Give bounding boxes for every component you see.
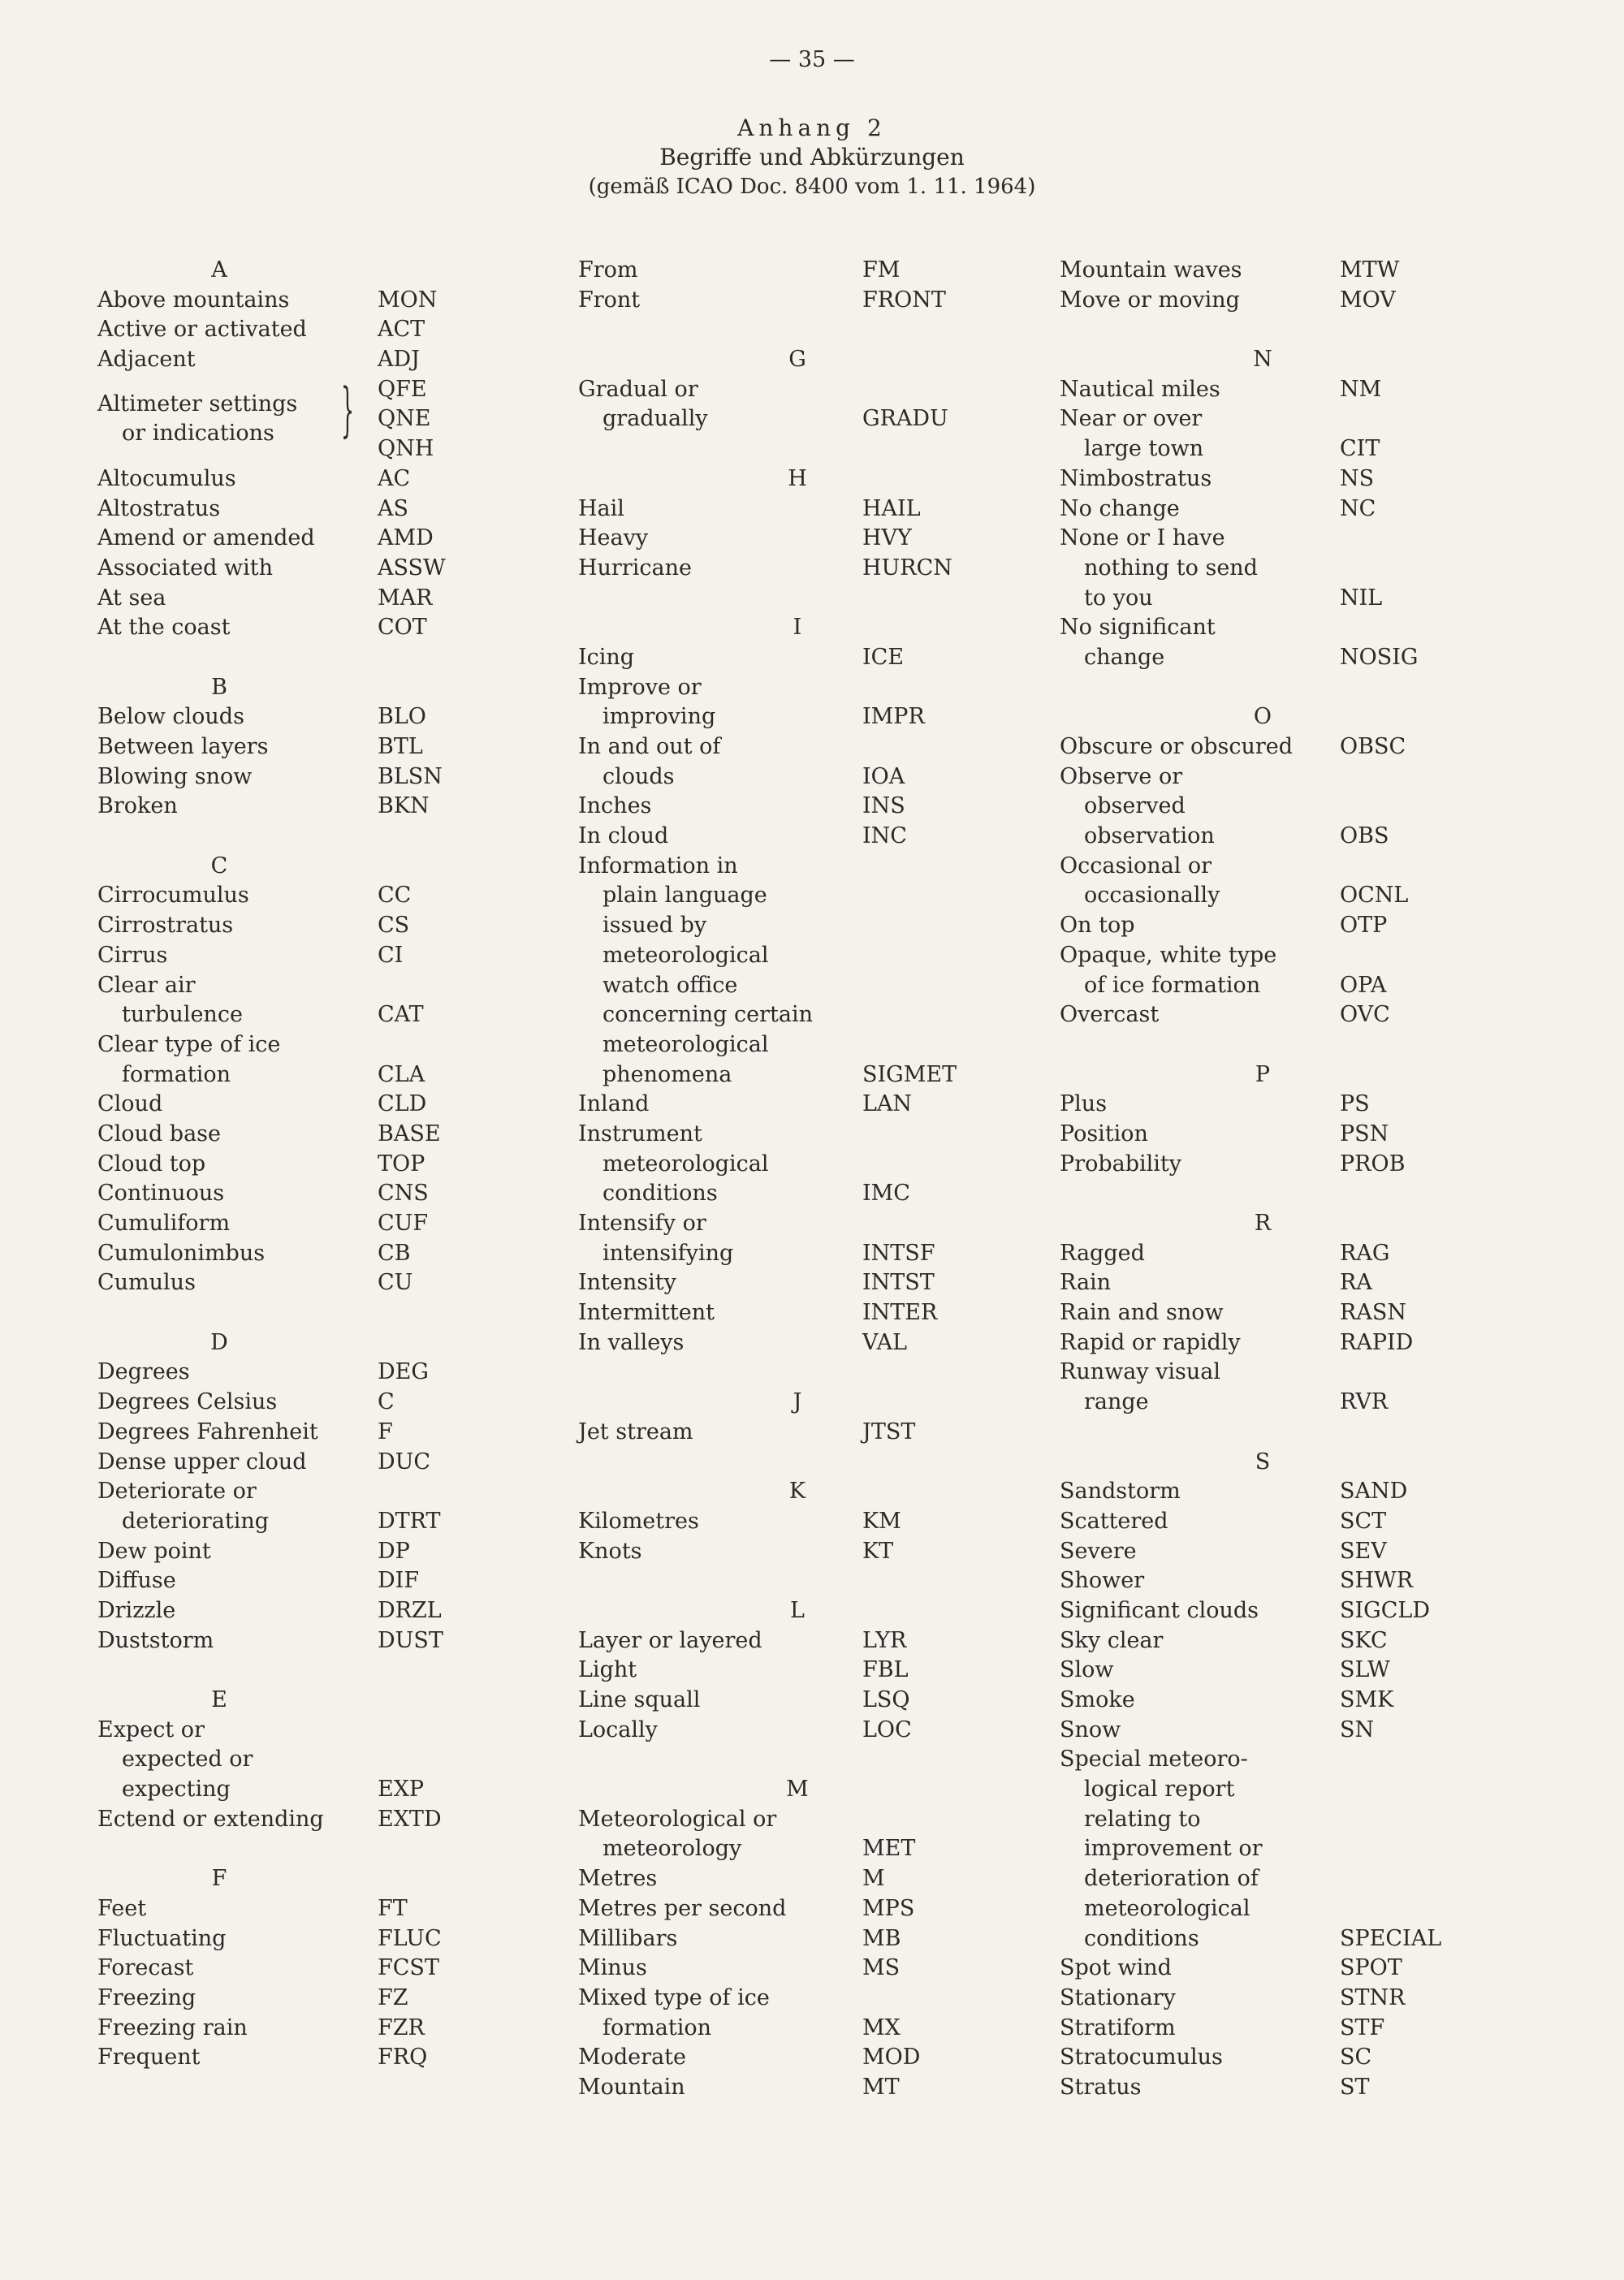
entry-term: improvement or [1084, 1836, 1263, 1862]
entry-abbreviation: DUC [378, 1449, 431, 1475]
entry-abbreviation: OPA [1340, 972, 1387, 998]
entry-term: Cloud top [97, 1151, 206, 1177]
entry-term: Plus [1060, 1091, 1108, 1117]
entry-abbreviation: AC [378, 465, 411, 491]
entry-term: meteorological [603, 1031, 769, 1057]
entry-abbreviation: CLA [378, 1061, 425, 1087]
entry-term: conditions [603, 1181, 718, 1207]
entry-term: turbulence [122, 1002, 243, 1028]
entry-abbreviation: SIGCLD [1340, 1597, 1430, 1623]
entry-term: Drizzle [97, 1597, 176, 1623]
entry-term: Cumulus [97, 1270, 196, 1296]
entry-abbreviation: BASE [378, 1121, 441, 1146]
entry-term: Millibars [578, 1925, 678, 1951]
entry-term: Information in [578, 853, 738, 879]
entry-abbreviation: OVC [1340, 1002, 1390, 1028]
entry-term: Nautical miles [1060, 376, 1220, 402]
entry-abbreviation: QNE [378, 406, 431, 432]
heading-subtitle: Begriffe und Abkürzungen [659, 144, 965, 171]
entry-abbreviation: INTSF [862, 1240, 935, 1266]
entry-abbreviation: STNR [1340, 1984, 1406, 2010]
entry-term: From [578, 257, 638, 283]
entry-term: Jet stream [578, 1419, 693, 1444]
entry-term: Associated with [97, 555, 273, 581]
entry-abbreviation: SLW [1340, 1657, 1390, 1683]
entry-abbreviation: RAPID [1340, 1329, 1414, 1355]
entry-term: Rain and snow [1060, 1300, 1224, 1326]
entry-abbreviation: ICE [862, 644, 905, 670]
entry-abbreviation: NIL [1340, 585, 1383, 611]
entry-abbreviation: DTRT [378, 1508, 441, 1534]
entry-term: logical report [1084, 1777, 1235, 1803]
entry-abbreviation: BLSN [378, 763, 443, 789]
entry-abbreviation: AS [378, 495, 408, 521]
entry-term: Gradual or [578, 376, 698, 402]
entry-term: Opaque, white type [1060, 942, 1277, 968]
entry-term: clouds [603, 763, 675, 789]
section-letter: S [1255, 1449, 1271, 1475]
entry-term: Frequent [97, 2045, 201, 2071]
entry-term: On top [1060, 913, 1135, 939]
entry-abbreviation: ASSW [378, 555, 446, 581]
entry-abbreviation: FRONT [862, 287, 946, 313]
entry-abbreviation: HAIL [862, 495, 921, 521]
entry-abbreviation: SEV [1340, 1538, 1387, 1564]
entry-term: Move or moving [1060, 287, 1240, 313]
entry-term: nothing to send [1084, 555, 1258, 581]
entry-abbreviation: CNS [378, 1181, 429, 1207]
entry-term: observed [1084, 793, 1186, 819]
entry-term: Cloud base [97, 1121, 222, 1146]
entry-abbreviation: BKN [378, 793, 430, 819]
entry-term: meteorological [1084, 1895, 1250, 1921]
entry-term: plain language [603, 883, 767, 909]
entry-term: Overcast [1060, 1002, 1160, 1028]
entry-term: relating to [1084, 1806, 1201, 1832]
entry-term: Broken [97, 793, 178, 819]
entry-abbreviation: PROB [1340, 1151, 1406, 1177]
entry-abbreviation: QFE [378, 376, 427, 402]
section-letter: O [1253, 704, 1272, 730]
entry-abbreviation: CIT [1340, 436, 1380, 462]
entry-abbreviation: SN [1340, 1716, 1375, 1742]
entry-abbreviation: LSQ [862, 1687, 910, 1712]
entry-abbreviation: SPECIAL [1340, 1925, 1442, 1951]
entry-abbreviation: ADJ [378, 347, 420, 373]
entry-abbreviation: STF [1340, 2014, 1385, 2040]
entry-abbreviation: RVR [1340, 1389, 1389, 1415]
entry-abbreviation: BLO [378, 704, 426, 730]
page-number: — 35 — [769, 47, 855, 72]
section-letter: K [788, 1479, 806, 1505]
entry-term: watch office [603, 972, 738, 998]
entry-term: Freezing [97, 1984, 197, 2010]
entry-term: Cirrostratus [97, 913, 234, 939]
entry-term: Cirrus [97, 942, 168, 968]
section-letter: D [210, 1329, 228, 1355]
entry-term: Ectend or extending [97, 1806, 324, 1832]
entry-abbreviation: ST [1340, 2074, 1370, 2100]
entry-abbreviation: MB [862, 1925, 901, 1951]
entry-term: Scattered [1060, 1508, 1168, 1534]
entry-abbreviation: SKC [1340, 1627, 1388, 1653]
entry-term: range [1084, 1389, 1149, 1415]
entry-abbreviation: INS [862, 793, 905, 819]
entry-term: Near or over [1060, 406, 1203, 432]
entry-term: Dense upper cloud [97, 1449, 307, 1475]
entry-abbreviation: NS [1340, 465, 1375, 491]
entry-term: Runway visual [1060, 1359, 1221, 1385]
section-letter: I [793, 615, 802, 641]
entry-term: Sky clear [1060, 1627, 1164, 1653]
entry-abbreviation: INC [862, 823, 907, 849]
entry-term: Between layers [97, 734, 269, 759]
entry-term: None or I have [1060, 525, 1225, 551]
entry-abbreviation: FRQ [378, 2045, 428, 2071]
entry-abbreviation: MET [862, 1836, 916, 1862]
entry-abbreviation: PSN [1340, 1121, 1389, 1146]
entry-abbreviation: RA [1340, 1270, 1372, 1296]
entry-abbreviation: INTER [862, 1300, 938, 1326]
entry-abbreviation: HURCN [862, 555, 952, 581]
entry-abbreviation: FLUC [378, 1925, 442, 1951]
section-letter: R [1254, 1211, 1272, 1236]
entry-abbreviation: LYR [862, 1627, 907, 1653]
entry-term: to you [1084, 585, 1153, 611]
entry-term: Freezing rain [97, 2014, 248, 2040]
entry-term: concerning certain [603, 1002, 814, 1028]
entry-term: Significant clouds [1060, 1597, 1259, 1623]
section-letter: J [793, 1389, 802, 1415]
entry-abbreviation: CUF [378, 1211, 429, 1236]
entry-term: Ragged [1060, 1240, 1145, 1266]
entry-abbreviation: DEG [378, 1359, 429, 1385]
entry-term: Degrees Celsius [97, 1389, 278, 1415]
entry-term: Above mountains [97, 287, 290, 313]
entry-term: of ice formation [1084, 972, 1261, 998]
entry-abbreviation: DRZL [378, 1597, 442, 1623]
entry-abbreviation: SHWR [1340, 1568, 1414, 1594]
entry-term: No significant [1060, 615, 1216, 641]
entry-term: meteorology [603, 1836, 742, 1862]
entry-abbreviation: NM [1340, 376, 1382, 402]
entry-abbreviation: FM [862, 257, 901, 283]
entry-term: Clear air [97, 972, 196, 998]
entry-term: Instrument [578, 1121, 702, 1146]
entry-term: Locally [578, 1716, 658, 1742]
section-letter: N [1253, 347, 1272, 373]
entry-abbreviation: JTST [862, 1419, 916, 1444]
entry-term: Line squall [578, 1687, 701, 1712]
entry-abbreviation: SMK [1340, 1687, 1394, 1712]
entry-term: Snow [1060, 1716, 1121, 1742]
entry-term: Mountain waves [1060, 257, 1242, 283]
entry-term: Metres per second [578, 1895, 787, 1921]
right-brace: } [341, 374, 355, 443]
entry-term: Spot wind [1060, 1955, 1172, 1981]
entry-abbreviation: SC [1340, 2045, 1372, 2071]
entry-term: deterioration of [1084, 1866, 1259, 1892]
entry-term: Position [1060, 1121, 1148, 1146]
entry-term: gradually [603, 406, 708, 432]
entry-term: observation [1084, 823, 1215, 849]
entry-abbreviation: CS [378, 913, 410, 939]
section-letter: E [211, 1687, 227, 1712]
entry-term: Probability [1060, 1151, 1182, 1177]
entry-abbreviation: MS [862, 1955, 901, 1981]
entry-term: Diffuse [97, 1568, 176, 1594]
entry-abbreviation: CB [378, 1240, 411, 1266]
entry-abbreviation: VAL [862, 1329, 908, 1355]
entry-term: Slow [1060, 1657, 1114, 1683]
entry-term: Stratus [1060, 2074, 1142, 2100]
entry-term: Mountain [578, 2074, 685, 2100]
entry-abbreviation: FCST [378, 1955, 439, 1981]
entry-term: Hurricane [578, 555, 692, 581]
entry-term: Altocumulus [97, 465, 236, 491]
entry-term: meteorological [603, 1151, 769, 1177]
entry-abbreviation: ACT [378, 317, 425, 343]
entry-term: or indications [122, 421, 274, 447]
entry-abbreviation: CI [378, 942, 404, 968]
entry-term: formation [122, 1061, 231, 1087]
entry-term: Nimbostratus [1060, 465, 1212, 491]
entry-term: Metres [578, 1866, 658, 1892]
entry-abbreviation: FZR [378, 2014, 425, 2040]
entry-term: At sea [97, 585, 166, 611]
entry-abbreviation: CU [378, 1270, 413, 1296]
entry-term: Front [578, 287, 641, 313]
entry-abbreviation: CAT [378, 1002, 424, 1028]
entry-term: Intensify or [578, 1211, 706, 1236]
entry-term: Improve or [578, 674, 702, 700]
entry-abbreviation: HVY [862, 525, 912, 551]
entry-term: deteriorating [122, 1508, 270, 1534]
entry-term: Smoke [1060, 1687, 1135, 1712]
entry-abbreviation: QNH [378, 436, 434, 462]
entry-abbreviation: SAND [1340, 1479, 1408, 1505]
section-letter: M [786, 1777, 809, 1803]
entry-term: Dew point [97, 1538, 211, 1564]
entry-abbreviation: KM [862, 1508, 901, 1534]
entry-abbreviation: CLD [378, 1091, 427, 1117]
entry-abbreviation: GRADU [862, 406, 948, 432]
entry-abbreviation: INTST [862, 1270, 935, 1296]
entry-term: Altimeter settings [97, 391, 298, 417]
section-letter: L [790, 1597, 805, 1623]
entry-term: Blowing snow [97, 763, 253, 789]
entry-abbreviation: MOV [1340, 287, 1396, 313]
entry-abbreviation: AMD [378, 525, 434, 551]
entry-term: Clear type of ice [97, 1031, 281, 1057]
entry-term: Intensity [578, 1270, 676, 1296]
entry-abbreviation: OTP [1340, 913, 1388, 939]
entry-abbreviation: EXTD [378, 1806, 442, 1832]
entry-term: Cumulonimbus [97, 1240, 266, 1266]
entry-term: Kilometres [578, 1508, 699, 1534]
entry-term: occasionally [1084, 883, 1220, 909]
entry-term: Forecast [97, 1955, 194, 1981]
entry-term: In valleys [578, 1329, 685, 1355]
entry-abbreviation: OBS [1340, 823, 1389, 849]
section-letter: P [1255, 1061, 1271, 1087]
entry-term: Moderate [578, 2045, 686, 2071]
entry-term: Hail [578, 495, 624, 521]
entry-abbreviation: DP [378, 1538, 410, 1564]
entry-term: conditions [1084, 1925, 1199, 1951]
entry-term: Expect or [97, 1716, 205, 1742]
entry-term: Altostratus [97, 495, 221, 521]
entry-term: Mixed type of ice [578, 1984, 770, 2010]
entry-term: Meteorological or [578, 1806, 777, 1832]
heading [0, 114, 1624, 201]
entry-abbreviation: FZ [378, 1984, 408, 2010]
entry-abbreviation: LOC [862, 1716, 912, 1742]
entry-term: intensifying [603, 1240, 734, 1266]
entry-abbreviation: IOA [862, 763, 905, 789]
entry-term: Fluctuating [97, 1925, 227, 1951]
entry-term: Heavy [578, 525, 649, 551]
entry-abbreviation: OCNL [1340, 883, 1409, 909]
entry-abbreviation: MT [862, 2074, 900, 2100]
entry-term: Stationary [1060, 1984, 1176, 2010]
entry-term: Minus [578, 1955, 647, 1981]
entry-term: issued by [603, 913, 707, 939]
entry-abbreviation: F [378, 1419, 393, 1444]
entry-abbreviation: RASN [1340, 1300, 1406, 1326]
entry-abbreviation: MOD [862, 2045, 921, 2071]
section-letter: F [211, 1866, 227, 1892]
entry-abbreviation: FT [378, 1895, 408, 1921]
entry-abbreviation: SCT [1340, 1508, 1387, 1534]
entry-term: Icing [578, 644, 635, 670]
entry-term: Special meteoro- [1060, 1747, 1248, 1773]
heading-title: Anhang 2 [737, 114, 887, 141]
entry-abbreviation: DUST [378, 1627, 443, 1653]
entry-term: Rain [1060, 1270, 1112, 1296]
entry-abbreviation: FBL [862, 1657, 909, 1683]
entry-term: In and out of [578, 734, 721, 759]
section-letter: A [211, 257, 227, 283]
entry-abbreviation: BTL [378, 734, 423, 759]
entry-term: Layer or layered [578, 1627, 762, 1653]
entry-abbreviation: SPOT [1340, 1955, 1402, 1981]
entry-term: Below clouds [97, 704, 244, 730]
entry-abbreviation: MPS [862, 1895, 915, 1921]
entry-term: Occasional or [1060, 853, 1212, 879]
entry-term: Inches [578, 793, 652, 819]
entry-term: expecting [122, 1777, 231, 1803]
entry-term: Cumuliform [97, 1211, 231, 1236]
entry-term: Deteriorate or [97, 1479, 257, 1505]
entry-abbreviation: MTW [1340, 257, 1400, 283]
entry-abbreviation: CC [378, 883, 412, 909]
entry-abbreviation: OBSC [1340, 734, 1406, 759]
entry-term: Cloud [97, 1091, 163, 1117]
section-letter: H [788, 465, 807, 491]
entry-term: Cirrocumulus [97, 883, 249, 909]
entry-term: Knots [578, 1538, 642, 1564]
entry-term: Shower [1060, 1568, 1145, 1594]
entry-term: Adjacent [97, 347, 196, 373]
entry-abbreviation: SIGMET [862, 1061, 957, 1087]
entry-term: phenomena [603, 1061, 732, 1087]
entry-abbreviation: TOP [378, 1151, 425, 1177]
entry-term: change [1084, 644, 1165, 670]
entry-term: In cloud [578, 823, 669, 849]
entry-abbreviation: MON [378, 287, 438, 313]
section-letter: B [211, 674, 227, 700]
entry-abbreviation: MX [862, 2014, 901, 2040]
entry-abbreviation: LAN [862, 1091, 913, 1117]
entry-term: Feet [97, 1895, 147, 1921]
entry-term: Degrees Fahrenheit [97, 1419, 318, 1444]
entry-abbreviation: KT [862, 1538, 894, 1564]
entry-term: Light [578, 1657, 637, 1683]
section-letter: C [210, 853, 228, 879]
entry-term: Inland [578, 1091, 650, 1117]
entry-term: Degrees [97, 1359, 190, 1385]
entry-abbreviation: COT [378, 615, 427, 641]
entry-abbreviation: NC [1340, 495, 1376, 521]
entry-abbreviation: MAR [378, 585, 433, 611]
entry-abbreviation: PS [1340, 1091, 1370, 1117]
entry-term: Duststorm [97, 1627, 214, 1653]
entry-term: improving [603, 704, 716, 730]
entry-term: At the coast [97, 615, 231, 641]
entry-term: Obscure or obscured [1060, 734, 1294, 759]
entry-term: Continuous [97, 1181, 225, 1207]
entry-abbreviation: C [378, 1389, 395, 1415]
entry-abbreviation: RAG [1340, 1240, 1390, 1266]
entry-term: Stratocumulus [1060, 2045, 1223, 2071]
entry-term: Active or activated [97, 317, 307, 343]
entry-abbreviation: DIF [378, 1568, 420, 1594]
entry-term: Rapid or rapidly [1060, 1329, 1241, 1355]
entry-term: Intermittent [578, 1300, 715, 1326]
entry-term: formation [603, 2014, 711, 2040]
entry-term: No change [1060, 495, 1180, 521]
entry-abbreviation: NOSIG [1340, 644, 1419, 670]
entry-term: Severe [1060, 1538, 1137, 1564]
entry-abbreviation: EXP [378, 1777, 425, 1803]
entry-term: Sandstorm [1060, 1479, 1181, 1505]
entry-term: Stratiform [1060, 2014, 1176, 2040]
entry-term: meteorological [603, 942, 769, 968]
heading-reference: (gemäß ICAO Doc. 8400 vom 1. 11. 1964) [588, 175, 1036, 199]
entry-term: Observe or [1060, 763, 1183, 789]
entry-abbreviation: M [862, 1866, 885, 1892]
entry-abbreviation: IMC [862, 1181, 910, 1207]
entry-term: expected or [122, 1747, 253, 1773]
section-letter: G [788, 347, 806, 373]
entry-term: large town [1084, 436, 1204, 462]
entry-abbreviation: IMPR [862, 704, 925, 730]
entry-term: Amend or amended [97, 525, 315, 551]
